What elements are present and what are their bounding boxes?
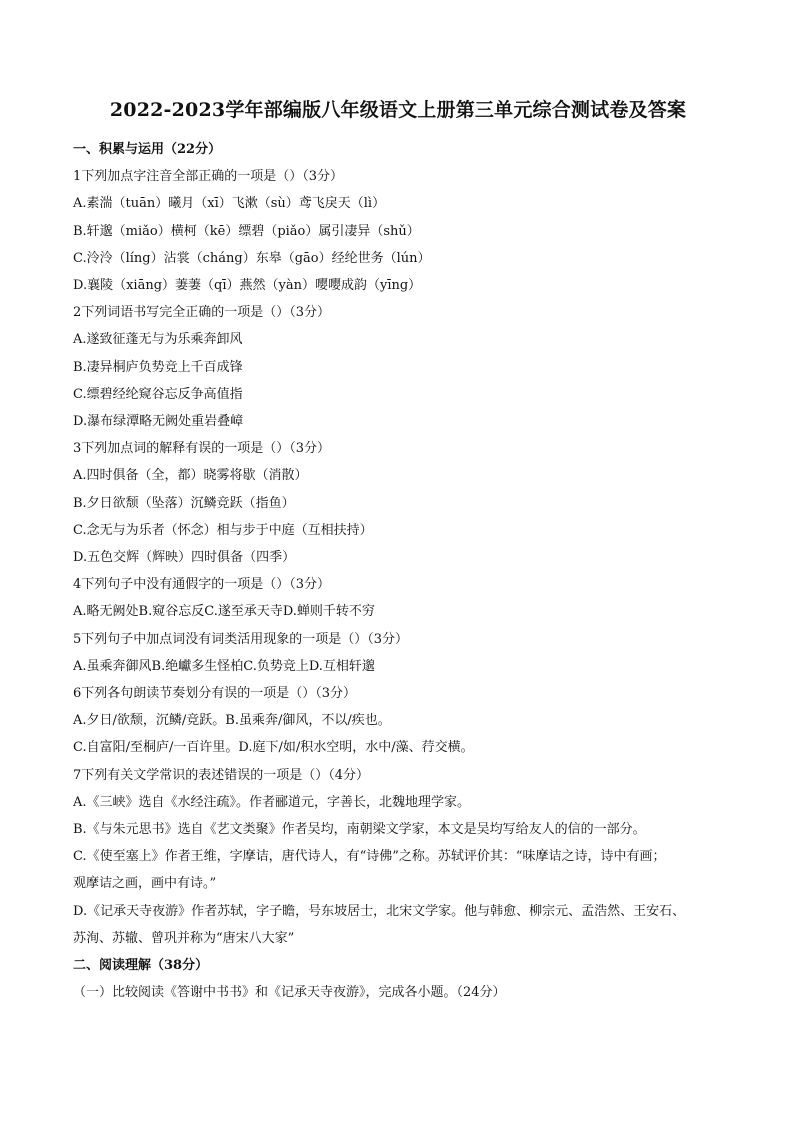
question-2-stem: 2下列词语书写完全正确的一项是（）（3分） xyxy=(73,305,331,321)
question-7-option-c: C.《使至塞上》作者王维，字摩诘，唐代诗人，有“诗佛”之称。苏轼评价其：“味摩诘之诗，诗中有画； xyxy=(73,849,666,865)
question-3-option-c: C.念无与为乐者（怀念）相与步于中庭（互相扶持） xyxy=(73,522,373,538)
section-heading: 二、阅读理解（38分） xyxy=(73,958,209,974)
question-6-options-cd: C.自富阳/至桐庐/一百许里。D.庭下/如/积水空明，水中/藻、荇交横。 xyxy=(73,740,474,756)
question-7-option-d: D.《记承天寺夜游》作者苏轼，字子瞻，号东坡居士，北宋文学家。他与韩愈、柳宗元、孟浩然、王安石、 xyxy=(73,903,686,919)
question-1-stem: 1下列加点字注音全部正确的一项是（）（3分） xyxy=(73,169,344,185)
question-5-stem: 5下列句子中加点词没有词类活用现象的一项是（）（3分） xyxy=(73,631,409,647)
question-2-option-b: B.凄异桐庐负势竞上千百成锋 xyxy=(73,359,243,375)
question-6-options-ab: A.夕日/欲颓，沉鳞/竞跃。B.虽乘奔/御风，不以/疾也。 xyxy=(73,713,391,729)
question-4-stem: 4下列句子中没有通假字的一项是（）（3分） xyxy=(73,577,331,593)
question-3-option-d: D.五色交辉（辉映）四时俱备（四季） xyxy=(73,550,296,566)
question-3-option-a: A.四时俱备（全，都）晓雾将歇（消散） xyxy=(73,468,308,484)
question-7-option-a: A.《三峡》选自《水经注疏》。作者郦道元，字善长，北魏地理学家。 xyxy=(73,794,471,810)
question-7-stem: 7下列有关文学常识的表述错误的一项是（）（4分） xyxy=(73,767,370,783)
question-1-option-b: B.轩邈（miǎo）横柯（kē）缥碧（piǎo）属引凄异（shǔ） xyxy=(73,223,420,239)
question-7-option-c-cont: 观摩诘之画，画中有诗。” xyxy=(73,876,217,892)
question-1-option-d: D.襄陵（xiāng）萋萋（qī）燕然（yàn）嘤嘤成韵（yīng） xyxy=(73,278,422,294)
question-7-option-d-cont: 苏洵、苏辙、曾巩并称为“唐宋八大家” xyxy=(73,930,295,946)
question-3-option-b: B.夕日欲颓（坠落）沉鳞竞跃（指鱼） xyxy=(73,495,295,511)
question-1-option-c: C.泠泠（líng）沾裳（cháng）东皋（gāo）经纶世务（lún） xyxy=(73,250,431,266)
section-heading: 一、积累与运用（22分） xyxy=(73,142,222,157)
section-reading xyxy=(73,952,723,1006)
reading-part-1-intro: （一）比较阅读《答谢中书书》和《记承天寺夜游》，完成各小题。（24分） xyxy=(73,985,506,1001)
section-accumulation xyxy=(73,136,723,952)
question-2-option-d: D.瀑布绿潭略无阙处重岩叠嶂 xyxy=(73,414,244,430)
question-4-options: A.略无阙处B.窥谷忘反C.遂至承天寺D.蝉则千转不穷 xyxy=(73,604,375,620)
document-title: 2022-2023学年部编版八年级语文上册第三单元综合测试卷及答案 xyxy=(109,99,687,121)
question-2-option-a: A.遂致征蓬无与为乐乘奔卸风 xyxy=(73,332,243,348)
question-6-stem: 6下列各句朗读节奏划分有误的一项是（）（3分） xyxy=(73,686,357,702)
question-5-options: A.虽乘奔御风B.绝巘多生怪柏C.负势竞上D.互相轩邈 xyxy=(73,658,375,674)
question-7-option-b: B.《与朱元思书》选自《艺文类聚》作者吴均，南朝梁文学家，本文是吴均写给友人的信的一部分。 xyxy=(73,822,646,838)
question-2-option-c: C.缥碧经纶窥谷忘反争高值指 xyxy=(73,386,243,402)
question-3-stem: 3下列加点词的解释有误的一项是（）（3分） xyxy=(73,441,331,457)
question-1-option-a: A.素湍（tuān）曦月（xī）飞漱（sù）鸢飞戾天（lì） xyxy=(73,196,386,212)
